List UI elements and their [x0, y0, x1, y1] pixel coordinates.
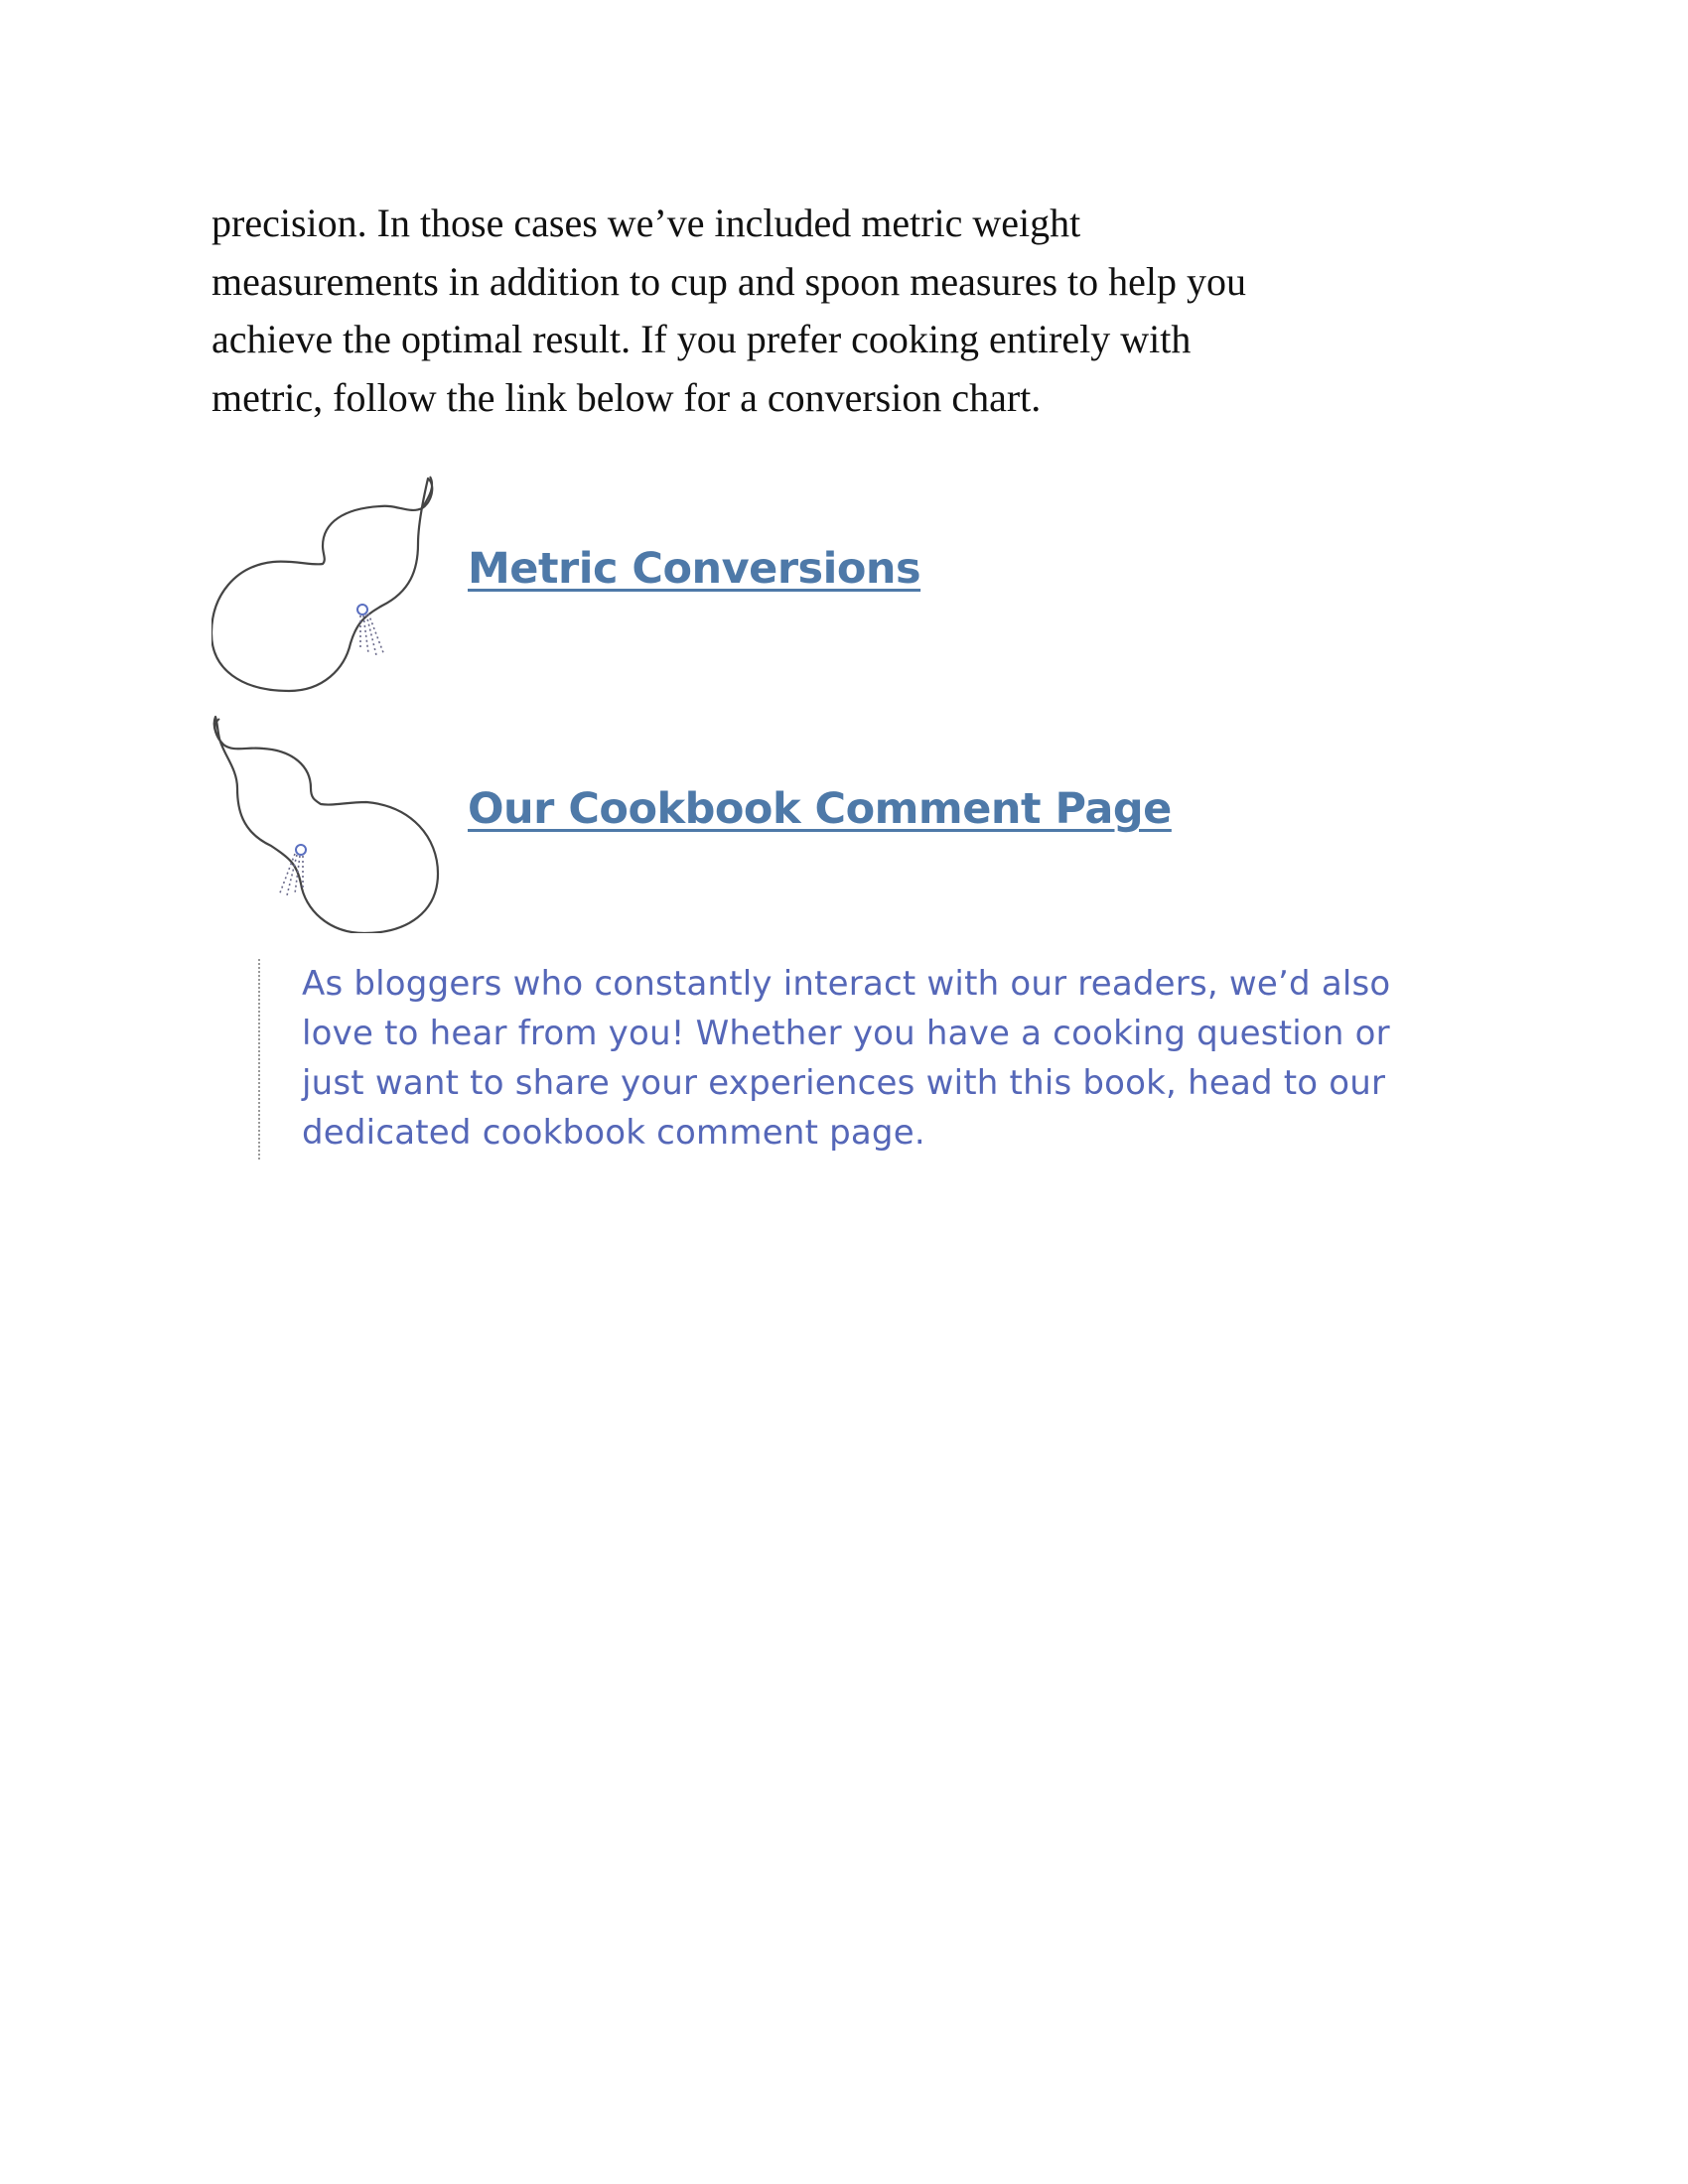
callout-text [302, 959, 1493, 1158]
callout-line: love to hear from you! Whether you have a cooking question or [302, 1014, 1390, 1053]
gourd-icon [211, 715, 450, 933]
gourd-icon [211, 475, 450, 693]
intro-line: achieve the optimal result. If you prefer cooking entirely with [211, 317, 1192, 361]
intro-line: measurements in addition to cup and spoon measures to help you [211, 258, 1247, 304]
comment-page-row [211, 715, 1304, 943]
intro-paragraph [211, 195, 1502, 427]
metric-conversions-link[interactable]: Metric Conversions [468, 544, 921, 594]
comment-page-link[interactable]: Our Cookbook Comment Page [468, 784, 1172, 834]
callout-line: As bloggers who constantly interact with our readers, we’d also [302, 964, 1391, 1004]
callout-blockquote [258, 959, 1489, 1160]
callout-line: dedicated cookbook comment page. [302, 1113, 925, 1153]
intro-line: metric, follow the link below for a conversion chart. [211, 374, 1042, 420]
intro-line: precision. In those cases we’ve included metric weight [211, 201, 1081, 245]
metric-conversions-row [211, 475, 1304, 703]
callout-line: just want to share your experiences with this book, head to our [302, 1063, 1386, 1103]
callout-divider [258, 959, 260, 1160]
